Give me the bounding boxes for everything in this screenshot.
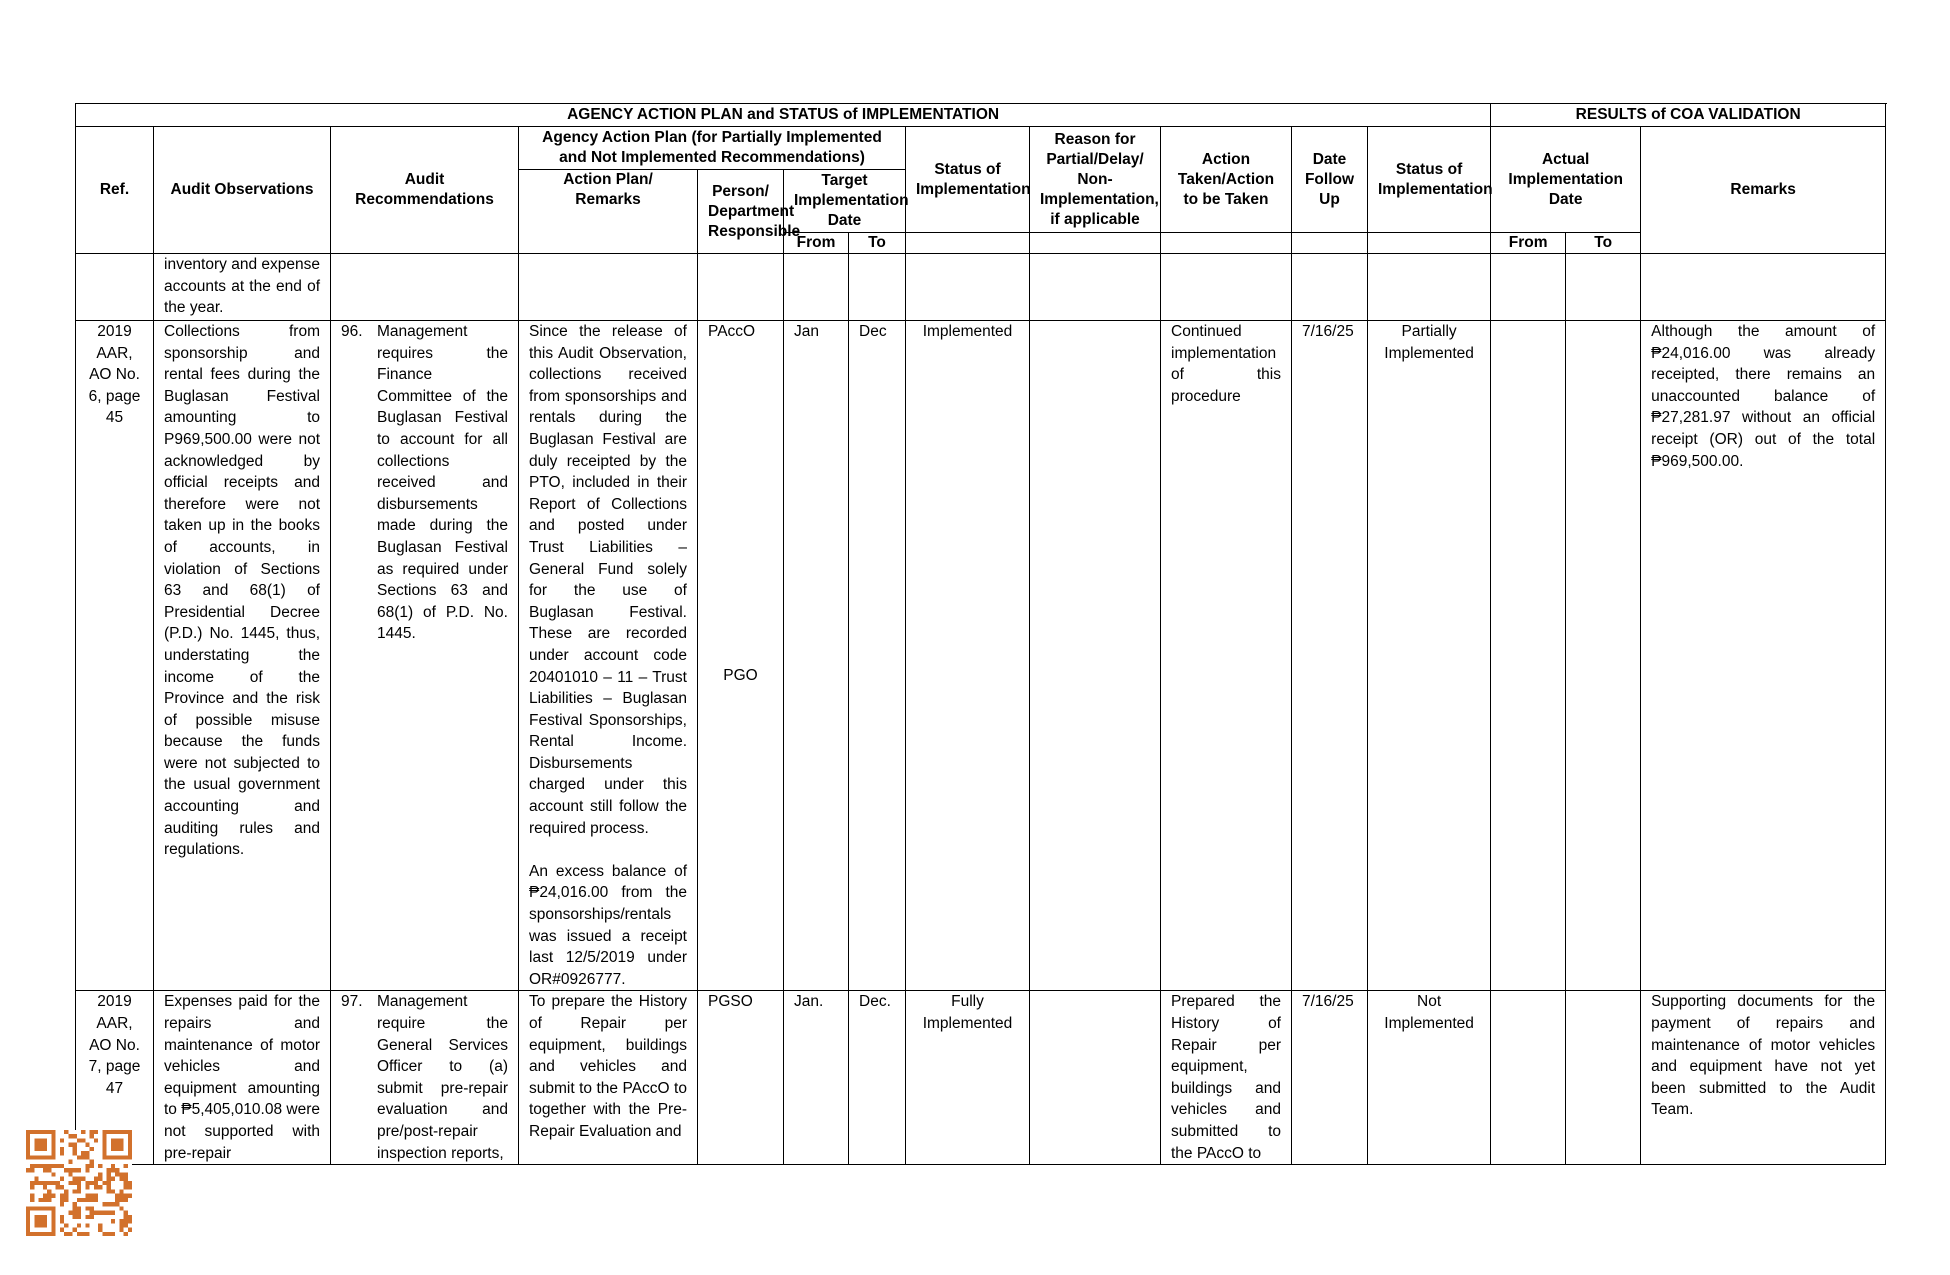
status-cell	[906, 254, 1030, 321]
action-plan-cell	[519, 254, 698, 321]
recommendation-number: 96.	[341, 323, 363, 340]
recommendation-cell	[331, 991, 519, 1165]
status-header: Status of Implementation	[906, 127, 1030, 233]
from-header: From	[784, 233, 849, 254]
reason-cell	[1030, 321, 1161, 991]
to-header: To	[849, 233, 906, 254]
observation-cell: Collections from sponsorship and rental fees during the Buglasan Festival amounting to P969,500.00 were not acknowledged by official receipts and therefore were not taken up in the books of accounts, in violation of Sections 63 and 68(1) of Presidential Decree (P.D.) No. 1445, thus, understating the income of the Province and the risk of possible misuse because the funds were not subjected to the usual government accounting and auditing rules and regulations.	[154, 321, 331, 991]
target-to-cell	[849, 254, 906, 321]
recommendation-cell	[331, 321, 519, 991]
reason-cell	[1030, 991, 1161, 1165]
observation-cell: Expenses paid for the repairs and maintenance of motor vehicles and equipment amounting to ₱5,405,010.08 were not supported with pre-repair	[154, 991, 331, 1165]
person-cell	[698, 321, 784, 991]
person-cell: PGSO	[698, 991, 784, 1165]
actual-from-cell	[1491, 254, 1566, 321]
coa-status-header: Status of Implementation	[1368, 127, 1491, 233]
reason-header: Reason for Partial/Delay/ Non-Implementation, if applicable	[1030, 127, 1161, 233]
follow-up-cell: 7/16/25	[1292, 991, 1368, 1165]
remarks-cell: Supporting documents for the payment of repairs and maintenance of motor vehicles and equipment have not yet been submitted to the Audit Team.	[1641, 991, 1886, 1165]
target-from-cell: Jan.	[784, 991, 849, 1165]
action-plan-table	[75, 103, 1886, 1165]
table-row	[76, 254, 1886, 321]
recommendation-text: Management requires the Finance Committee of the Buglasan Festival to account for all collections received and disbursements made during the Buglasan Festival as required under Sections 63 and 68(1) of P.D. No. 1445.	[377, 323, 508, 643]
table-row	[76, 991, 1886, 1165]
coa-status-cell: Not Implemented	[1368, 991, 1491, 1165]
action-plan-cell: To prepare the History of Repair per equipment, buildings and vehicles and submit to the PAccO to together with the Pre-Repair Evaluation and	[519, 991, 698, 1165]
table-row	[76, 321, 1886, 991]
remarks-cell	[1641, 254, 1886, 321]
ref-cell: 2019 AAR, AO No. 6, page 45	[76, 321, 154, 991]
target-from-cell	[784, 254, 849, 321]
ref-cell	[76, 254, 154, 321]
recommendation-text: Management require the General Services Officer to (a) submit pre-repair evaluation and pre/post-repair inspection reports,	[377, 993, 508, 1162]
action-taken-header: Action Taken/Action to be Taken	[1161, 127, 1292, 233]
qr-code-icon	[26, 1130, 132, 1236]
person-responsible: PAccO	[708, 323, 756, 340]
status-cell: Fully Implemented	[906, 991, 1030, 1165]
action-plan-text: Since the release of this Audit Observation, collections received from sponsorships and rentals during the Buglasan Festival are duly receipted by the PTO, included in their Report of Collections and posted under Trust Liabilities – General Fund solely for the use of Buglasan Festival. These are recorded under account code 20401010 – 11 – Trust Liabilities – Buglasan Festival Sponsorships, Rental Income. Disbursements charged under this account still follow the required process.	[529, 323, 687, 837]
recommendation-number: 97.	[341, 993, 363, 1011]
actual-from-cell	[1491, 991, 1566, 1165]
actual-to-cell	[1566, 254, 1641, 321]
reason-cell	[1030, 254, 1161, 321]
follow-up-cell	[1292, 254, 1368, 321]
person-responsible-2: PGO	[723, 666, 758, 684]
action-taken-cell	[1161, 254, 1292, 321]
remarks-header: Remarks	[1641, 127, 1886, 254]
audit-recommendations-header: Audit Recommendations	[331, 127, 519, 254]
observation-cell: inventory and expense accounts at the end of the year.	[154, 254, 331, 321]
coa-status-cell: Partially Implemented	[1368, 321, 1491, 991]
actual-date-header: Actual Implementation Date	[1491, 127, 1641, 233]
actual-to-cell	[1566, 991, 1641, 1165]
actual-from-header: From	[1491, 233, 1566, 254]
remarks-cell: Although the amount of ₱24,016.00 was already receipted, there remains an unaccounted balance of ₱27,281.97 without an official receipt (OR) out of the total ₱969,500.00.	[1641, 321, 1886, 991]
date-follow-up-header: Date Follow Up	[1292, 127, 1368, 233]
actual-to-cell	[1566, 321, 1641, 991]
target-to-cell: Dec	[849, 321, 906, 991]
action-plan-text-2: An excess balance of ₱24,016.00 from the sponsorships/rentals was issued a receipt last 12/5/2019 under OR#0926777.	[529, 862, 687, 988]
person-cell	[698, 254, 784, 321]
target-to-cell: Dec.	[849, 991, 906, 1165]
audit-observations-header: Audit Observations	[154, 127, 331, 254]
follow-up-cell: 7/16/25	[1292, 321, 1368, 991]
action-plan-group-header: Agency Action Plan (for Partially Implemented and Not Implemented Recommendations)	[519, 127, 906, 170]
coa-section-header: RESULTS of COA VALIDATION	[1491, 104, 1886, 127]
target-date-header: Target Implementation Date	[784, 170, 906, 233]
action-taken-cell: Prepared the History of Repair per equipment, buildings and vehicles and submitted to the PAccO to	[1161, 991, 1292, 1165]
action-plan-remarks-header: Action Plan/ Remarks	[519, 170, 698, 254]
status-cell: Implemented	[906, 321, 1030, 991]
recommendation-cell	[331, 254, 519, 321]
target-from-cell: Jan	[784, 321, 849, 991]
action-taken-cell: Continued implementation of this procedure	[1161, 321, 1292, 991]
person-responsible-header: Person/ Department Responsible	[698, 170, 784, 254]
agency-section-header: AGENCY ACTION PLAN and STATUS of IMPLEMENTATION	[76, 104, 1491, 127]
actual-from-cell	[1491, 321, 1566, 991]
actual-to-header: To	[1566, 233, 1641, 254]
ref-header: Ref.	[76, 127, 154, 254]
ref-cell: 2019 AAR, AO No. 7, page 47	[76, 991, 154, 1165]
coa-status-cell	[1368, 254, 1491, 321]
action-plan-cell	[519, 321, 698, 991]
